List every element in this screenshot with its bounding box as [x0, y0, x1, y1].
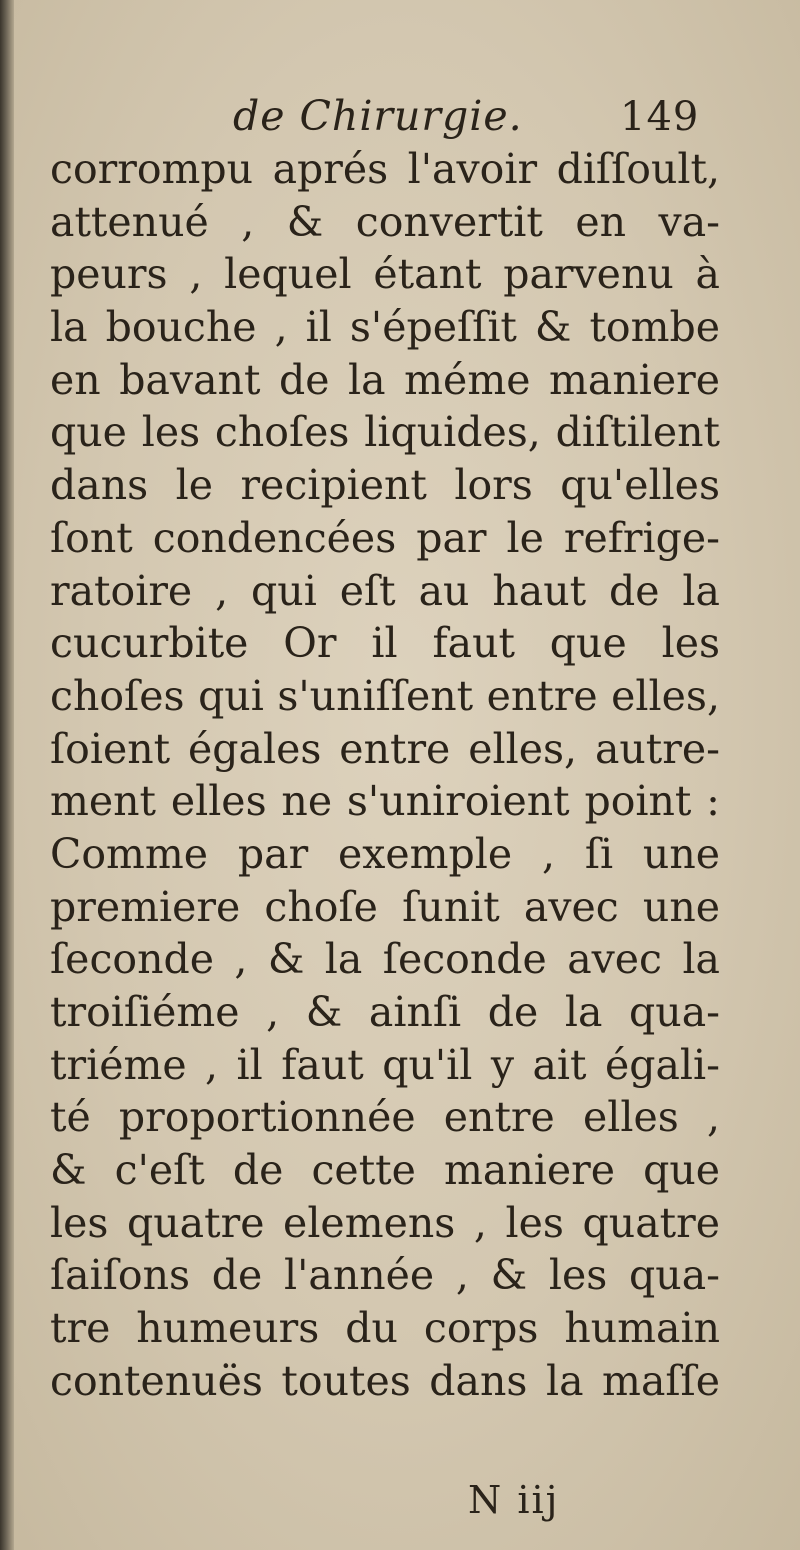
text-line: premiere choſe ſunit avec une [50, 882, 720, 931]
text-line: triéme , il faut qu'il y ait égali- [50, 1040, 720, 1089]
text-line: ſoient égales entre elles, autre- [50, 724, 720, 773]
text-line: dans le recipient lors qu'elles [50, 461, 720, 510]
text-line: ſont condencées par le refrige- [50, 513, 720, 562]
running-title: de Chirurgie. [233, 92, 523, 140]
text-line: Comme par exemple , ſi une [50, 829, 720, 878]
signature-mark: N iij [468, 1478, 560, 1522]
body-text [50, 143, 720, 1408]
text-line: tre humeurs du corps humain [50, 1304, 720, 1353]
text-line: cucurbite Or il faut que les [50, 619, 720, 668]
text-line: ſeconde , & la ſeconde avec la [50, 935, 720, 984]
text-line: peurs , lequel étant parvenu à [50, 250, 720, 299]
text-line: ratoire , qui eſt au haut de la [50, 566, 720, 615]
text-line: troiſiéme , & ainſi de la qua- [50, 988, 720, 1036]
text-line: choſes qui s'uniſſent entre elles, [50, 671, 720, 720]
text-line: & c'eſt de cette maniere que [50, 1146, 720, 1195]
text-line: en bavant de la méme maniere [50, 355, 720, 404]
text-line: ſaiſons de l'année , & les qua- [50, 1251, 720, 1300]
text-line: les quatre elemens , les quatre [50, 1198, 720, 1247]
text-line: té proportionnée entre elles , [50, 1093, 720, 1142]
text-line: contenuës toutes dans la maſſe [50, 1356, 720, 1405]
text-line: attenué , & convertit en va- [50, 197, 720, 246]
text-line: que les choſes liquides, diſtilent [50, 408, 720, 457]
text-line: la bouche , il s'épeſſit & tombe [50, 303, 720, 352]
text-line: ment elles ne s'uniroient point : [50, 777, 720, 826]
page-number: 149 [620, 94, 700, 140]
text-line: corrompu aprés l'avoir diſſoult, [50, 145, 720, 193]
binding-edge [0, 0, 14, 1550]
